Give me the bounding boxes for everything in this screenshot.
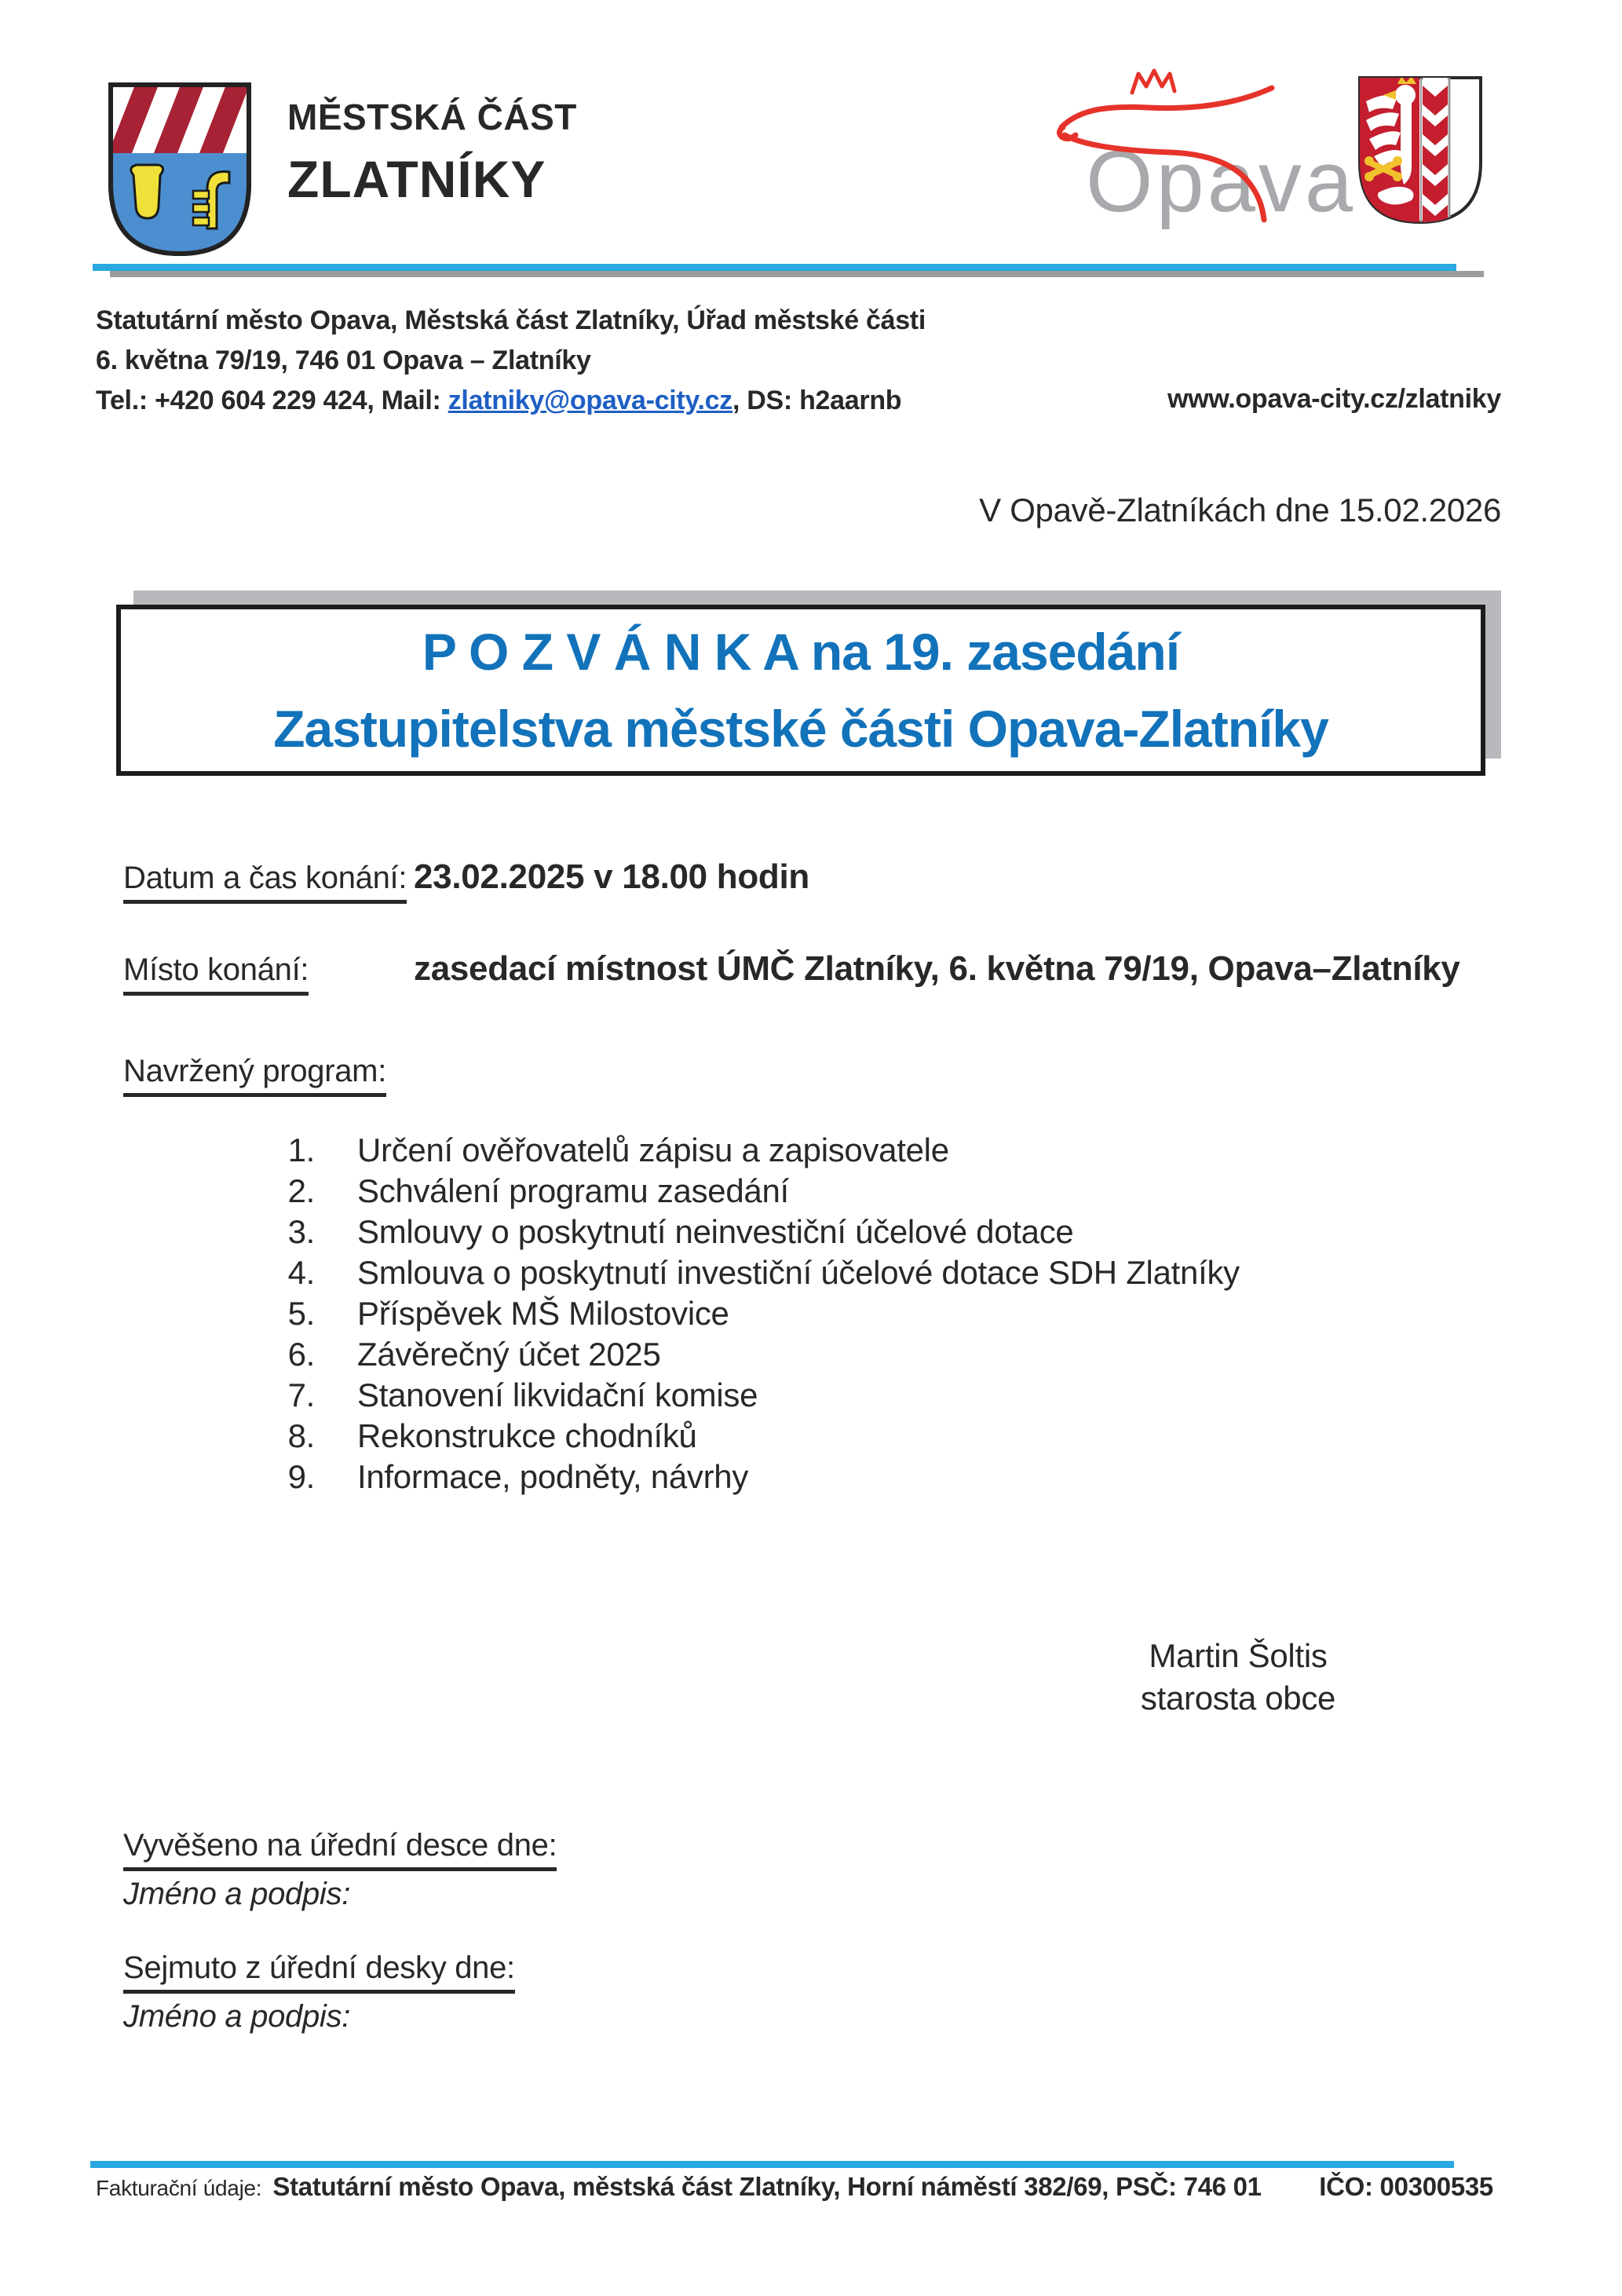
signature-role: starosta obce: [1140, 1680, 1336, 1717]
opava-logo-text: Opava: [1086, 133, 1357, 230]
header-divider-gray: [110, 271, 1484, 277]
meeting-date-label: Datum a čas konání:: [123, 861, 407, 904]
program-item: [271, 1132, 1240, 1172]
removed-name-label: Jméno a podpis:: [123, 1999, 351, 2034]
program-item-text: Informace, podněty, návrhy: [357, 1458, 749, 1495]
program-item: [271, 1417, 1240, 1458]
contact-line-3: [96, 381, 926, 421]
email-link[interactable]: zlatniky@opava-city.cz: [448, 386, 732, 415]
program-item: [271, 1458, 1240, 1499]
program-item-number: 8.: [287, 1417, 315, 1454]
signature-block: [1081, 1635, 1395, 1720]
invitation-title-line-2: Zastupitelstva městské části Opava-Zlatníky: [273, 700, 1328, 758]
program-item-text: Závěrečný účet 2025: [357, 1336, 661, 1373]
footer-left: [96, 2172, 1262, 2202]
program-heading-row: [123, 1054, 386, 1097]
contact-line-1: Statutární město Opava, Městská část Zlatníky, Úřad městské části: [96, 305, 926, 335]
contact-line-2: 6. května 79/19, 746 01 Opava – Zlatníky: [96, 345, 591, 375]
program-item-number: 3.: [287, 1213, 315, 1250]
opava-coat-of-arms: [1357, 75, 1484, 225]
program-item-number: 7.: [287, 1377, 315, 1413]
header-municipality-name: ZLATNÍKY: [287, 150, 546, 208]
zlatniky-coat-of-arms: [107, 81, 253, 258]
footer: [96, 2172, 1493, 2202]
program-item: [271, 1377, 1240, 1417]
footer-divider: [90, 2161, 1454, 2168]
header-divider-blue: [93, 264, 1456, 271]
program-heading: Navržený program:: [123, 1054, 386, 1097]
meeting-place-value: zasedací místnost ÚMČ Zlatníky, 6. května 79/19, Opava–Zlatníky: [414, 949, 1460, 988]
removed-label: Sejmuto z úřední desky dne:: [123, 1951, 515, 1994]
invitation-title-box: [116, 605, 1485, 776]
program-item: [271, 1213, 1240, 1254]
invitation-title-line-1: P O Z V Á N K A na 19. zasedání: [422, 623, 1180, 681]
program-item-number: 6.: [287, 1336, 315, 1373]
meeting-date-row: [123, 861, 407, 904]
program-item-text: Stanovení likvidační komise: [357, 1377, 758, 1413]
program-item: [271, 1254, 1240, 1295]
contact-block: [96, 301, 926, 421]
signature-name: Martin Šoltis: [1149, 1637, 1328, 1674]
program-item-text: Schválení programu zasedání: [357, 1172, 789, 1209]
program-item-text: Rekonstrukce chodníků: [357, 1417, 697, 1454]
header-municipality-label: MĚSTSKÁ ČÁST: [287, 97, 577, 137]
program-item: [271, 1336, 1240, 1377]
program-item-text: Určení ověřovatelů zápisu a zapisovatele: [357, 1132, 949, 1168]
program-item: [271, 1295, 1240, 1336]
place-date-line: V Opavě-Zlatníkách dne 15.02.2026: [979, 492, 1501, 528]
program-item-text: Smlouvy o poskytnutí neinvestiční účelové dotace: [357, 1213, 1074, 1250]
program-item-number: 2.: [287, 1172, 315, 1209]
program-item-number: 9.: [287, 1458, 315, 1495]
program-item-text: Příspěvek MŠ Milostovice: [357, 1295, 729, 1332]
posted-name-label: Jméno a podpis:: [123, 1877, 351, 1911]
program-item: [271, 1172, 1240, 1213]
contact-phone: Tel.: +420 604 229 424, Mail:: [96, 386, 448, 415]
removed-row: [123, 1951, 515, 1994]
footer-billing-text: Statutární město Opava, městská část Zlatníky, Horní náměstí 382/69, PSČ: 746 01: [272, 2172, 1262, 2201]
meeting-place-label: Místo konání:: [123, 952, 309, 996]
program-item-number: 4.: [287, 1254, 315, 1291]
footer-ico: IČO: 00300535: [1319, 2172, 1493, 2201]
meeting-place-row: [123, 952, 309, 996]
meeting-date-value: 23.02.2025 v 18.00 hodin: [414, 857, 809, 896]
posted-label: Vyvěšeno na úřední desce dne:: [123, 1828, 557, 1871]
program-list: [271, 1132, 1240, 1499]
program-item-number: 1.: [287, 1132, 315, 1168]
footer-billing-label: Fakturační údaje:: [96, 2176, 262, 2200]
contact-ds: , DS: h2aarnb: [732, 386, 902, 415]
header-org-title: [287, 96, 577, 209]
program-item-number: 5.: [287, 1295, 315, 1332]
posted-row: [123, 1828, 557, 1871]
program-item-text: Smlouva o poskytnutí investiční účelové dotace SDH Zlatníky: [357, 1254, 1240, 1291]
website-url: www.opava-city.cz/zlatniky: [1167, 384, 1501, 414]
